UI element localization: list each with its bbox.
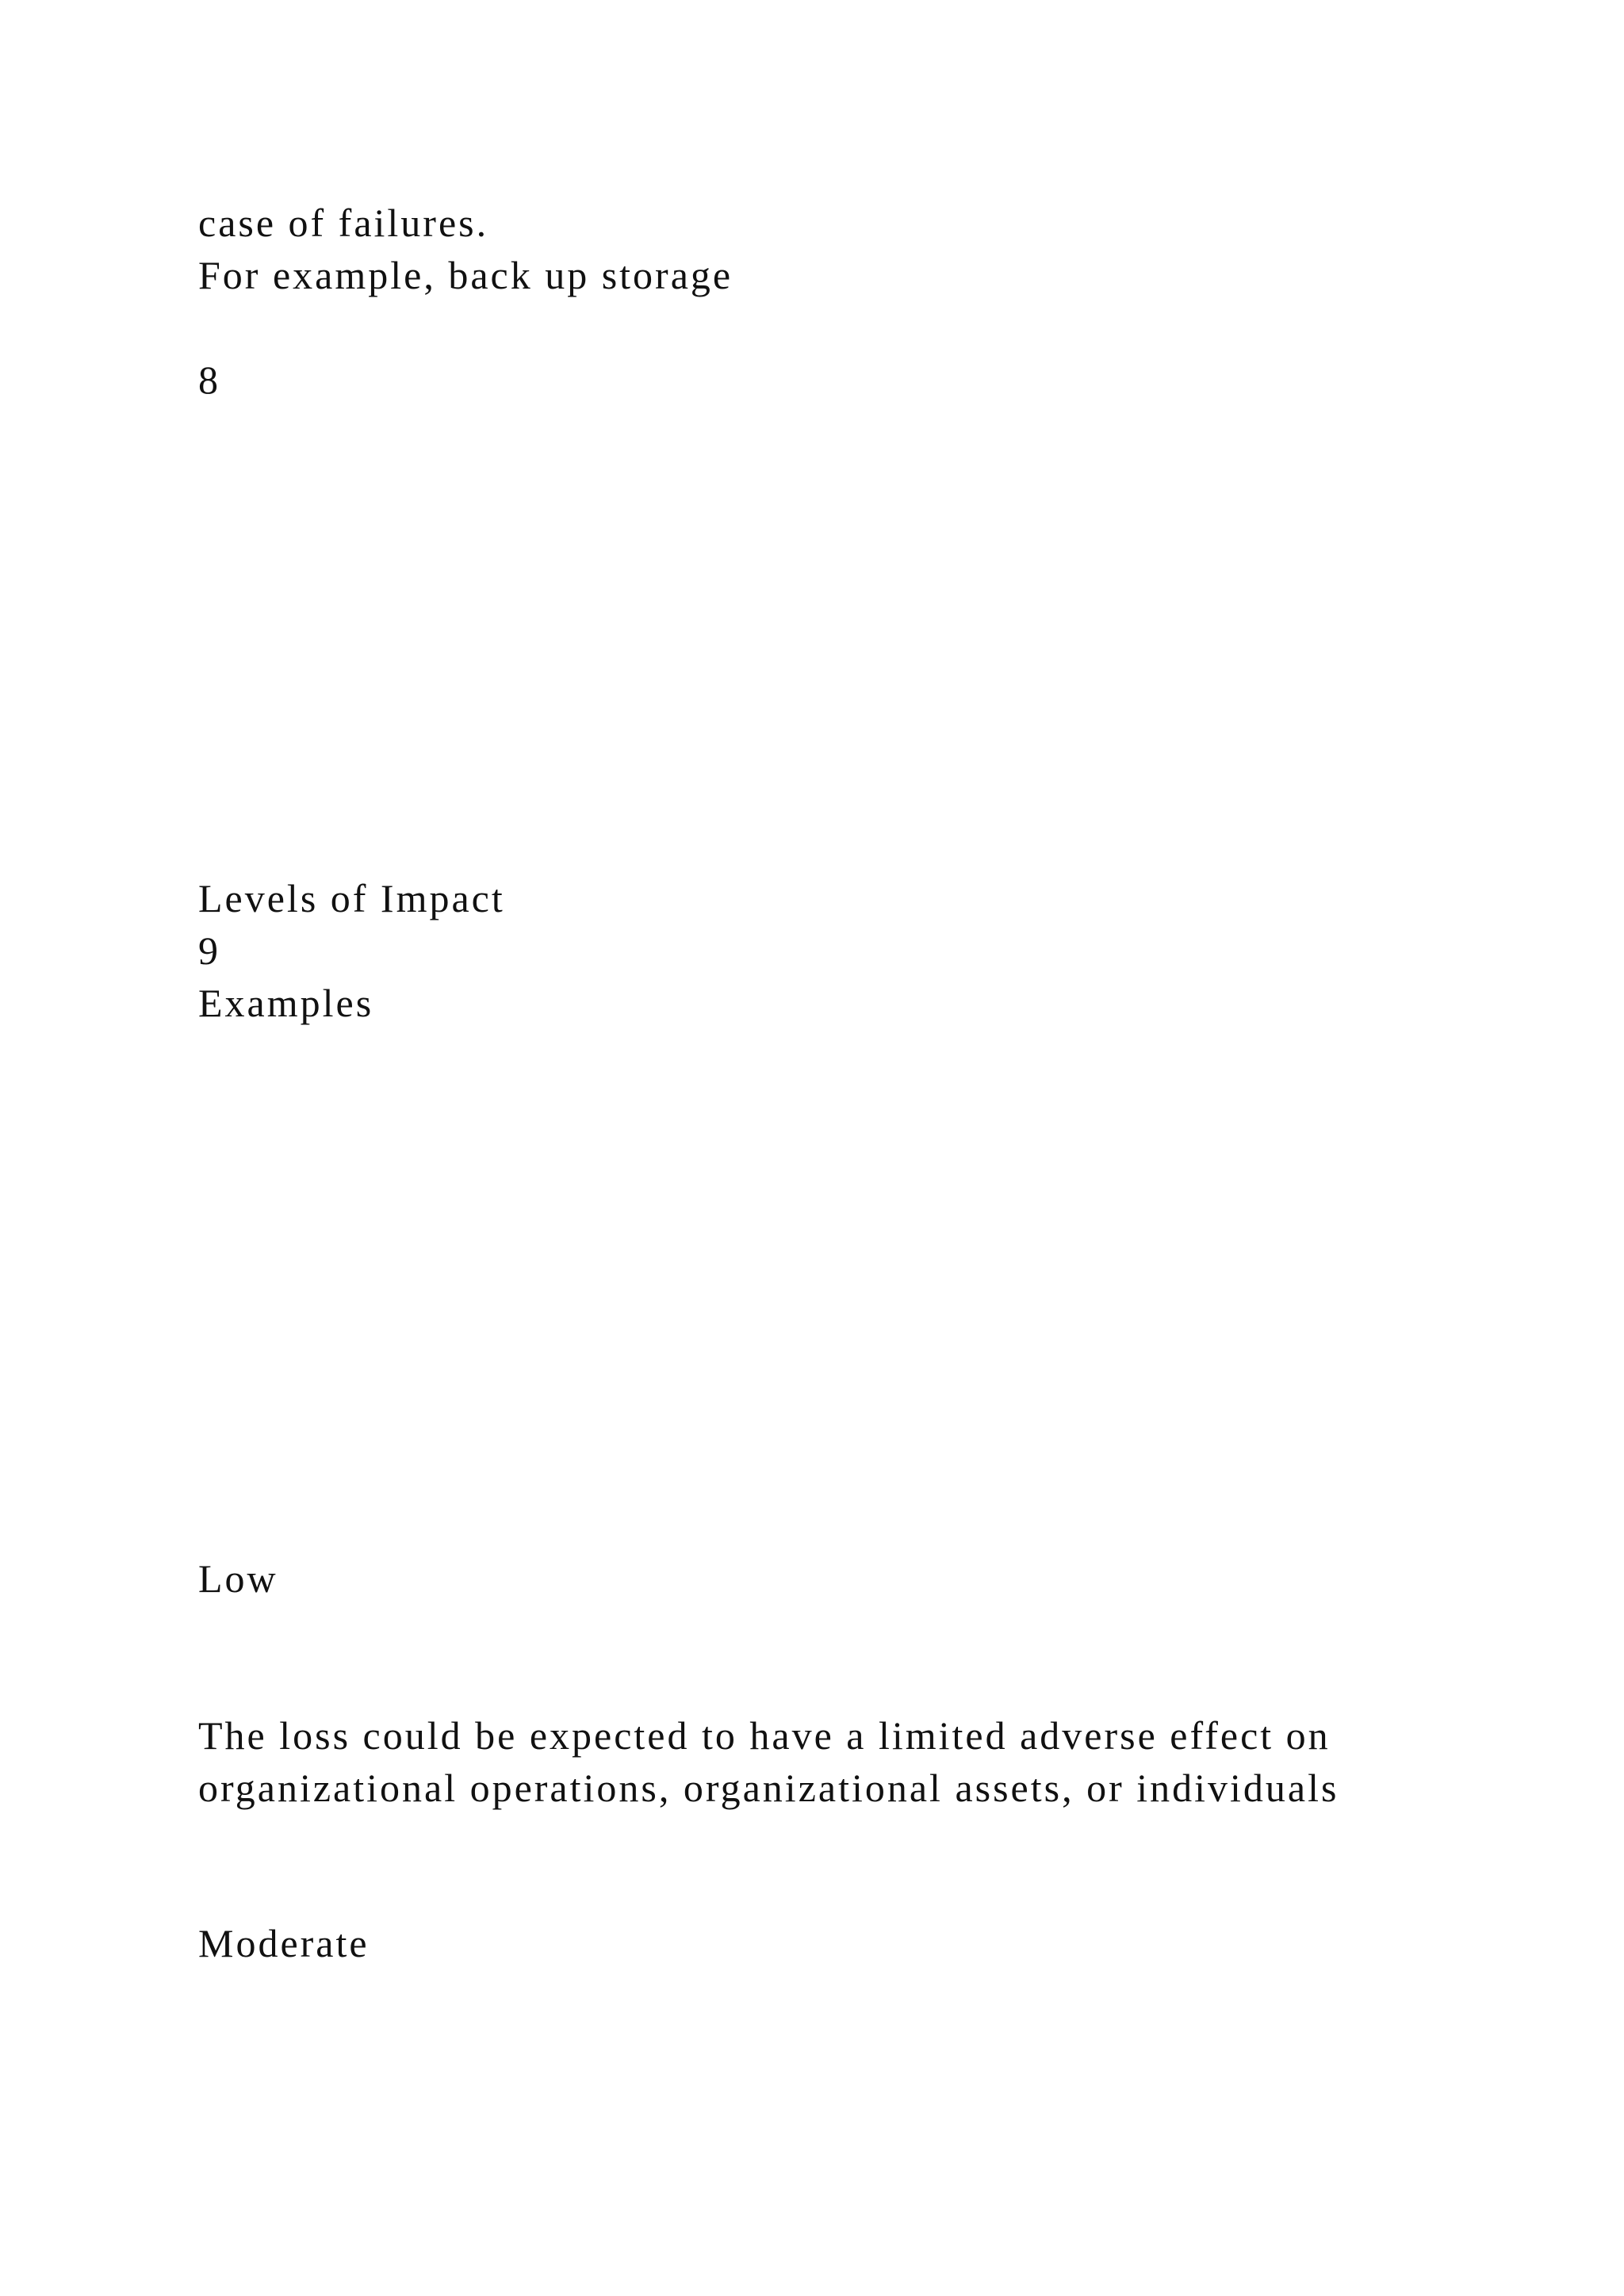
impact-level-low-description-line-2: organizational operations, organizational assets, or individuals: [198, 1766, 1339, 1810]
slide-number-9: 9: [198, 928, 220, 973]
levels-of-impact-title: Levels of Impact: [198, 876, 505, 920]
examples-label: Examples: [198, 981, 374, 1025]
impact-level-moderate-label: Moderate: [198, 1921, 370, 1965]
impact-level-low-description-line-1: The loss could be expected to have a limited adverse effect on: [198, 1713, 1331, 1758]
slide-number-8: 8: [198, 358, 220, 402]
text-line-case-of-failures: case of failures.: [198, 201, 489, 245]
impact-level-low-label: Low: [198, 1556, 278, 1601]
text-line-backup-storage-example: For example, back up storage: [198, 253, 733, 297]
